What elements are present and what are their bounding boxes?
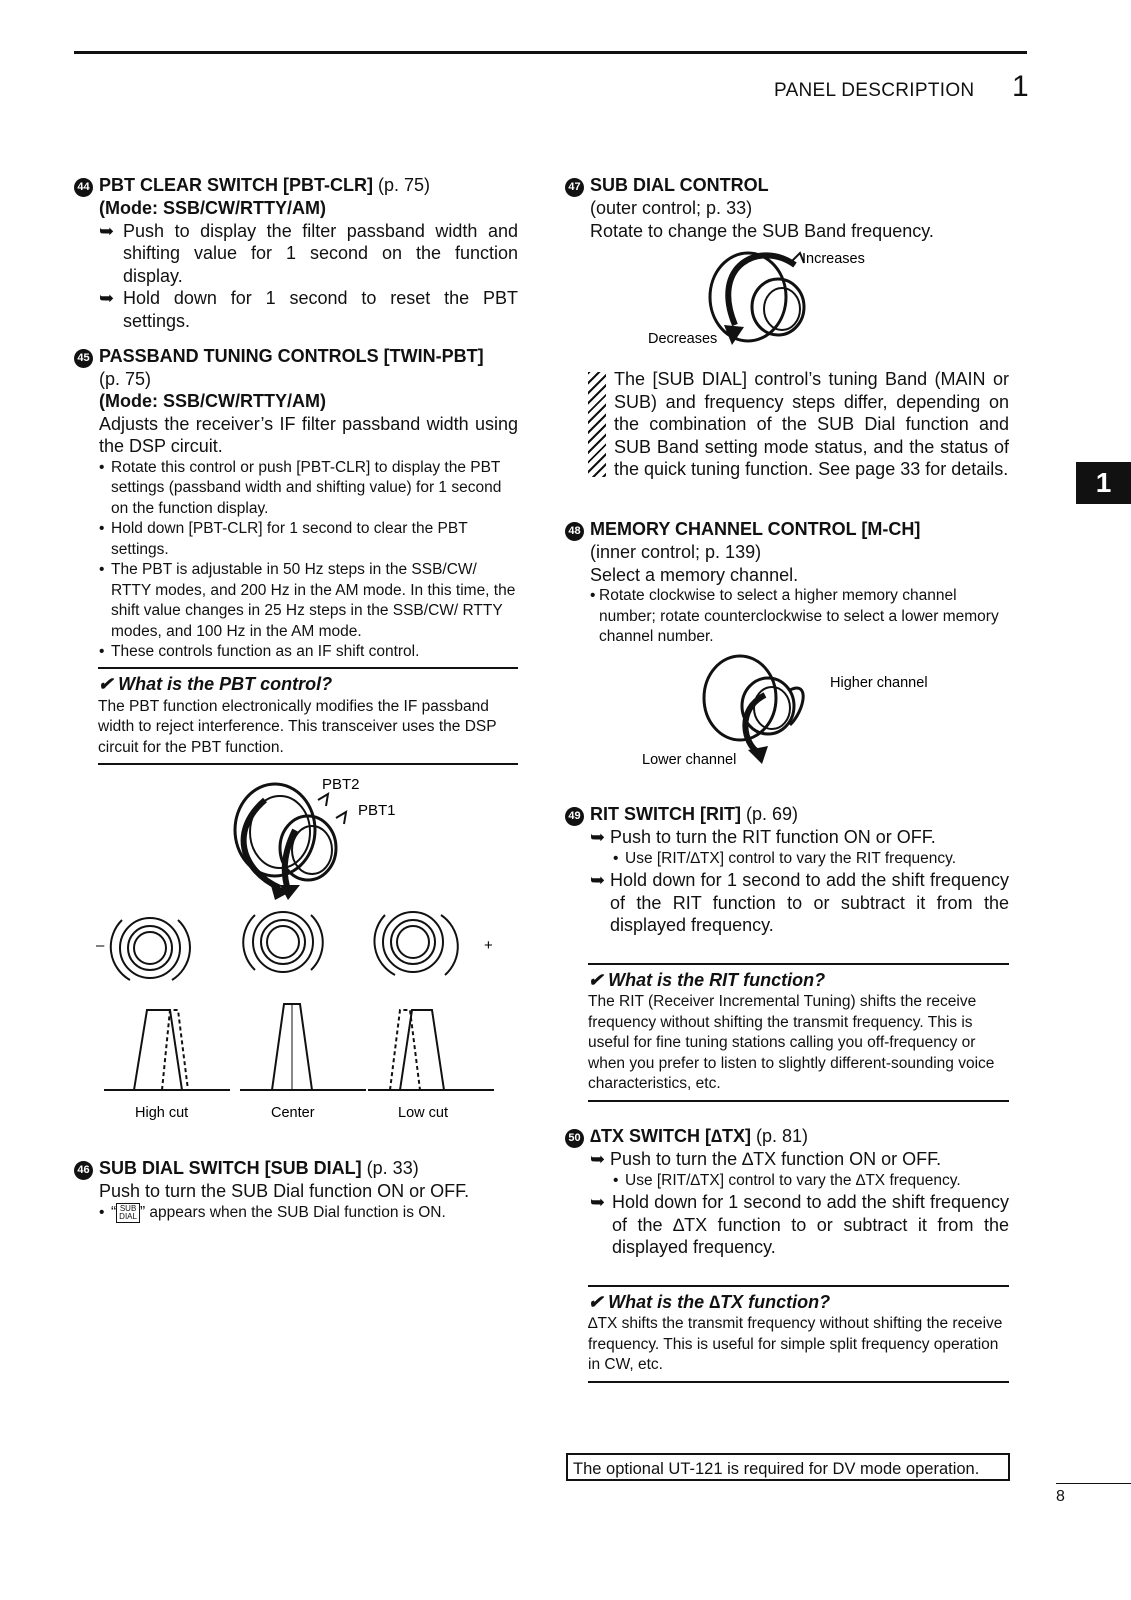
item-number-badge: 50	[565, 1129, 584, 1148]
item-number-badge: 47	[565, 178, 584, 197]
pbt2-label: PBT2	[322, 776, 360, 793]
info-box-rit	[588, 963, 1009, 1102]
info-box-title: ✔ What is the ∆TX function?	[588, 1291, 831, 1312]
higher-channel-label: Higher channel	[830, 675, 928, 691]
arrow-bullet-icon: ➥	[590, 827, 606, 847]
sub-list-item: • Use [RIT/∆TX] control to vary the ∆TX frequency.	[565, 1171, 1009, 1192]
list-item: ➥ Hold down for 1 second to add the shift frequency of the ∆TX function to or subtract it from the displayed frequency.	[590, 1192, 1009, 1258]
list-item: ➥ Push to turn the ∆TX function ON or OFF.	[590, 1149, 942, 1169]
list-item: ➥ Push to turn the RIT function ON or OFF.	[590, 827, 936, 847]
section-44	[74, 174, 518, 333]
note-text: The [SUB DIAL] control’s tuning Band (MAIN or SUB) and frequency steps differ, depending on the combination of the SUB Dial function and SUB Band setting mode status, and the status of the quick tuning function. See page 33 for details.	[614, 369, 1009, 480]
center-label: Center	[271, 1105, 315, 1121]
page-ref: (p. 81)	[756, 1126, 809, 1146]
list-item: • Rotate clockwise to select a higher memory channel number; rotate counterclockwise to select a lower memory channel number.	[565, 586, 1009, 648]
list-item: • These controls function as an IF shift control.	[74, 642, 518, 663]
list-item: ➥ Hold down for 1 second to reset the PBT settings.	[99, 288, 518, 331]
section-description: Adjusts the receiver’s IF filter passband width using the DSP circuit.	[99, 413, 518, 457]
arrow-bullet-icon: ➥	[99, 220, 115, 241]
decreases-label: Decreases	[648, 331, 718, 347]
section-description: Select a memory channel.	[590, 564, 799, 585]
item-number-badge: 44	[74, 178, 93, 197]
sub-dial-note	[588, 368, 1009, 481]
header-chapter-number: 1	[1012, 70, 1029, 103]
increases-label: Increases	[802, 251, 865, 267]
section-description: Push to turn the SUB Dial function ON or OFF.	[99, 1181, 470, 1201]
list-item: ➥ Push to display the filter passband width and shifting value for 1 second on the function display.	[99, 220, 518, 286]
info-box-text: The PBT function electronically modifies the IF passband width to reject interference. This transceiver uses the DSP circuit for the PBT function.	[98, 697, 497, 756]
high-cut-label: High cut	[135, 1105, 189, 1121]
info-box-pbt	[98, 667, 518, 765]
info-box-title: ✔ What is the PBT control?	[98, 673, 333, 694]
page-number: 8	[1056, 1488, 1065, 1505]
section-47	[565, 174, 1009, 242]
arrow-bullet-icon: ➥	[99, 288, 115, 309]
mode-line: (Mode: SSB/CW/RTTY/AM)	[99, 198, 326, 218]
list-item: • “ SUB DIAL ” appears when the SUB Dial function is ON.	[74, 1203, 518, 1224]
item-number-badge: 45	[74, 349, 93, 368]
header-title: PANEL DESCRIPTION	[774, 80, 975, 101]
minus-label: –	[96, 937, 105, 954]
section-50	[565, 1125, 1009, 1383]
item-number-badge: 49	[565, 807, 584, 826]
footer-note-box: The optional UT-121 is required for DV mode operation.	[566, 1453, 1010, 1481]
section-title: PASSBAND TUNING CONTROLS [TWIN-PBT]	[99, 345, 484, 366]
section-title: ∆TX SWITCH [∆TX]	[590, 1126, 752, 1146]
page-ref: (p. 69)	[746, 804, 799, 824]
section-46	[74, 1157, 518, 1223]
mode-line: (Mode: SSB/CW/RTTY/AM)	[99, 391, 326, 412]
arrow-bullet-icon: ➥	[590, 1149, 606, 1169]
sub-dial-indicator-icon: SUB DIAL	[116, 1203, 140, 1223]
arrow-bullet-icon: ➥	[590, 870, 606, 891]
info-box-title: ✔ What is the RIT function?	[588, 969, 826, 990]
section-subtitle: (outer control; p. 33)	[590, 198, 753, 218]
list-item: • Rotate this control or push [PBT-CLR] to display the PBT settings (passband width and shifting value) for 1 second on the function display.	[74, 458, 518, 520]
section-description: Rotate to change the SUB Band frequency.	[590, 220, 934, 241]
info-box-text: ∆TX shifts the transmit frequency without shifting the receive frequency. This is useful for simple split frequency operation in CW, etc.	[588, 1315, 1003, 1374]
page-ref: (p. 75)	[99, 368, 152, 389]
sub-dial-figure	[640, 245, 880, 355]
section-title: SUB DIAL SWITCH [SUB DIAL]	[99, 1158, 362, 1178]
pbt1-label: PBT1	[358, 802, 396, 819]
chapter-side-tab: 1	[1076, 462, 1131, 504]
section-45	[74, 345, 518, 765]
section-title: SUB DIAL CONTROL	[590, 175, 769, 195]
section-49	[565, 803, 1009, 1102]
item-number-badge: 46	[74, 1161, 93, 1180]
memory-channel-figure	[640, 650, 940, 770]
header-rule	[74, 51, 1027, 54]
lower-channel-label: Lower channel	[642, 752, 737, 768]
pbt-knob-figure	[90, 770, 520, 1135]
section-48	[565, 518, 1009, 648]
list-item: • Hold down [PBT-CLR] for 1 second to clear the PBT settings.	[74, 519, 518, 560]
plus-label: +	[484, 937, 493, 954]
section-title: RIT SWITCH [RIT]	[590, 804, 741, 824]
page-ref: (p. 75)	[378, 175, 431, 195]
arrow-bullet-icon: ➥	[590, 1192, 606, 1213]
page-ref: (p. 33)	[366, 1158, 419, 1178]
sub-list-item: • Use [RIT/∆TX] control to vary the RIT frequency.	[565, 849, 1009, 870]
section-title: PBT CLEAR SWITCH [PBT-CLR]	[99, 175, 373, 195]
low-cut-label: Low cut	[398, 1105, 448, 1121]
page-number-rule	[1056, 1483, 1131, 1484]
list-item: • The PBT is adjustable in 50 Hz steps in the SSB/CW/ RTTY modes, and 200 Hz in the AM mode. In this time, the shift value changes in 25 Hz steps in the SSB/CW/ RTTY modes, and 100 Hz in the AM mode.	[74, 560, 518, 642]
item-number-badge: 48	[565, 522, 584, 541]
info-box-delta-tx	[588, 1285, 1009, 1383]
info-box-text: The RIT (Receiver Incremental Tuning) shifts the receive frequency without shifting the transmit frequency. This is useful for fine tuning stations calling you off-frequency or when you prefer to listen to slightly different-sounding voice characteristics, etc.	[588, 993, 995, 1093]
section-subtitle: (inner control; p. 139)	[590, 542, 762, 562]
section-title: MEMORY CHANNEL CONTROL [M-CH]	[590, 519, 921, 539]
note-stripe-icon	[588, 372, 606, 477]
left-column	[74, 174, 518, 765]
list-item: ➥ Hold down for 1 second to add the shift frequency of the RIT function to or subtract it from the displayed frequency.	[590, 870, 1009, 936]
